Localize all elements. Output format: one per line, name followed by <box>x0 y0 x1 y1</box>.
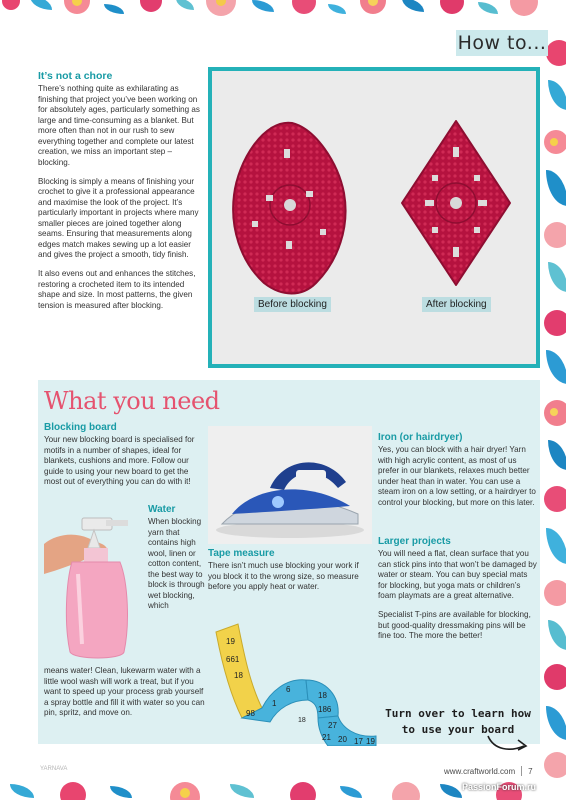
larger-projects-text: You will need a flat, clean surface that you can stick pins into that won’t be damaged by water or steam. You can buy special mats for blocking, but yoga mats or children’s foam playmats are a great alternative. <box>378 549 537 600</box>
footer-site-link[interactable]: www.craftworld.com <box>444 766 516 776</box>
tape-measure-section <box>208 548 372 593</box>
footer-right <box>444 766 533 776</box>
tape-measure-heading: Tape measure <box>208 548 275 559</box>
blocking-photo <box>212 71 536 364</box>
tape-number: 98 <box>246 709 255 718</box>
blocking-board-heading: Blocking board <box>44 422 117 433</box>
tape-number: 661 <box>226 655 240 664</box>
water-heading: Water <box>148 504 176 515</box>
tape-measure-text: There isn’t much use blocking your work if you block it to the wrong size, so measure before you apply heat or water. <box>208 561 359 591</box>
intro-body <box>38 84 202 311</box>
tape-number: 18 <box>318 691 327 700</box>
section-tab <box>456 30 548 56</box>
larger-projects-section <box>378 536 538 650</box>
tape-number: 20 <box>338 735 347 744</box>
iron-text: Yes, you can block with a hair dryer! Yarn with high acrylic content, as most of us prefer in our blankets, relaxes much better under heat than in water. You can use a steam iron on a low setting, or a hairdryer to control your blocking, but more on this later. <box>378 445 536 507</box>
iron-heading: Iron (or hairdryer) <box>378 432 463 443</box>
larger-projects-body <box>378 549 538 642</box>
water-text-continued: means water! Clean, lukewarm water with a little wool wash will work a treat, but if you want to speed up your process grab yourself a spray bottle and fill it with water so you can pin, spritz, and move on. <box>44 666 205 717</box>
tape-number: 186 <box>318 705 332 714</box>
iron-section <box>378 432 538 508</box>
intro-heading: It’s not a chore <box>38 70 113 82</box>
footer-left-text: YARNAVA <box>40 766 68 772</box>
tape-number: 19 <box>226 637 235 646</box>
spray-bottle-image <box>44 504 140 664</box>
curved-arrow-icon <box>484 732 534 756</box>
section-tab-label: How to... <box>457 32 547 54</box>
page-number: 7 <box>528 766 533 776</box>
water-section <box>148 504 210 612</box>
tape-number: 18 <box>298 717 306 724</box>
steam-iron-image <box>208 426 372 544</box>
tape-number: 27 <box>328 721 337 730</box>
water-continued <box>44 666 208 719</box>
larger-projects-text-2: Specialist T-pins are available for blocking, but good-quality dressmaking pins will be fine too. The more the better! <box>378 610 531 640</box>
before-blocking-label: Before blocking <box>254 297 331 312</box>
tape-number: 19 <box>366 737 375 746</box>
tape-number: 1 <box>272 699 277 708</box>
larger-projects-heading: Larger projects <box>378 536 451 547</box>
blocking-photo-frame <box>208 67 540 368</box>
what-you-need-title: What you need <box>44 387 220 415</box>
what-you-need-box <box>38 380 540 744</box>
after-blocking-label: After blocking <box>422 297 491 312</box>
intro-paragraph: It also evens out and enhances the stitches, restoring a crocheted item to its intended shape and size. In most patterns, the given tension is measured after blocking. <box>38 269 196 310</box>
floral-border-top <box>0 0 566 26</box>
turn-over-note: Turn over to learn how to use your board <box>385 707 531 736</box>
intro-paragraph: There’s nothing quite as exhilarating as finishing that project you’ve been working on for absolutely ages, particularly something as large and time-consuming as a blanket. But more often than not in our rush to sew everything together and complete our latest creation, we miss an important step – blocking. <box>38 84 200 167</box>
crochet-motifs-image <box>212 71 536 364</box>
blocking-board-text: Your new blocking board is specialised for motifs in a number of shapes, ideal for blankets, cushions and more. Follow our guide to using your new board to get the most out of everything you can do with it! <box>44 435 195 486</box>
blocking-board-section <box>44 422 204 488</box>
footer-divider <box>521 766 522 776</box>
water-text: When blocking yarn that contains high wool, linen or cotton content, the best way to block is through wet blocking, which <box>148 517 205 610</box>
intro-paragraph: Blocking is simply a means of finishing your crochet to give it a professional appearance and maximise the look of the project. It’s particularly important in projects where many smaller pieces are joined together along seams. Ensuring that measurements along edges match makes sewing up a lot easier and gives the project a smooth, tidy finish. <box>38 176 199 259</box>
tape-number: 6 <box>286 685 291 694</box>
floral-border-right <box>544 0 566 800</box>
tape-number: 17 <box>354 737 363 746</box>
tape-measure-image <box>210 604 380 746</box>
watermark: PassionForum.ru <box>462 782 537 792</box>
tape-number: 21 <box>322 733 331 742</box>
intro-column <box>38 70 202 320</box>
tape-number: 18 <box>234 671 243 680</box>
